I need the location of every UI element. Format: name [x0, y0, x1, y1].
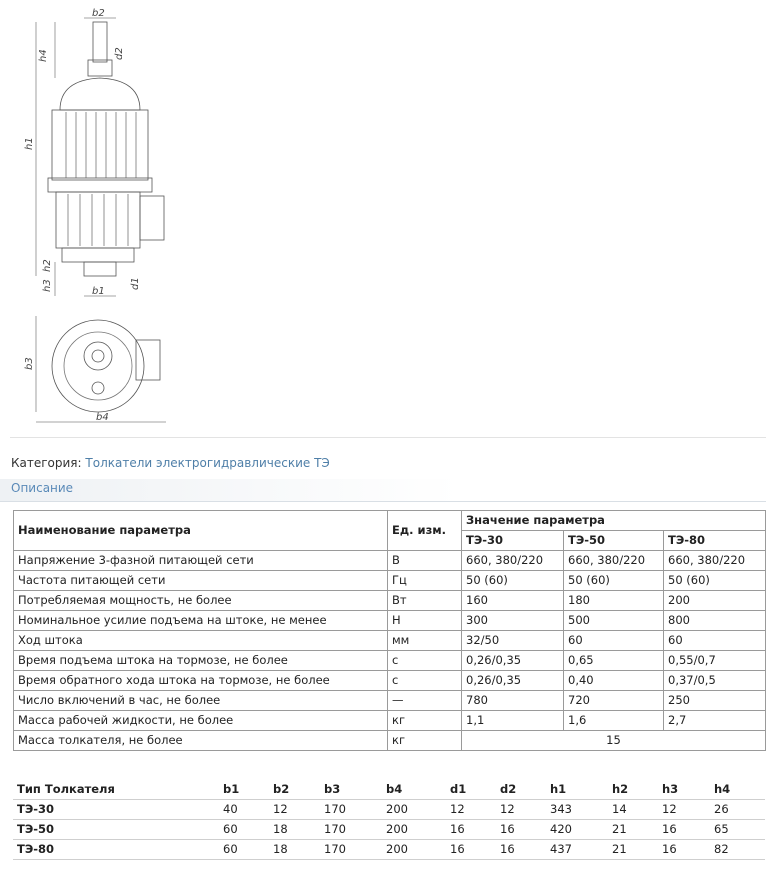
param-value: 160: [462, 591, 564, 611]
dims-type-cell: ТЭ-30: [13, 800, 219, 820]
header-unit: Ед. изм.: [388, 511, 462, 551]
dims-value-cell: 16: [658, 820, 710, 840]
header-model: ТЭ-30: [462, 531, 564, 551]
table-row: [13, 820, 765, 840]
param-value: 0,26/0,35: [462, 671, 564, 691]
header-model: ТЭ-80: [664, 531, 766, 551]
label-b3: b3: [24, 357, 35, 370]
table-row: [14, 671, 766, 691]
divider: [10, 437, 766, 438]
param-value: 0,37/0,5: [664, 671, 766, 691]
param-value: 15: [462, 731, 766, 751]
params-header-row: [14, 511, 766, 531]
dims-header-cell: b4: [382, 780, 446, 800]
param-name: Время обратного хода штока на тормозе, не более: [14, 671, 388, 691]
table-row: [14, 711, 766, 731]
base-lug-shape: [84, 262, 116, 276]
dims-header-cell: d1: [446, 780, 496, 800]
label-h3: h3: [42, 279, 53, 292]
param-unit: Н: [388, 611, 462, 631]
category-line: [11, 456, 330, 470]
dimensions-table: [13, 780, 765, 860]
dims-header-cell: d2: [496, 780, 546, 800]
param-name: Время подъема штока на тормозе, не более: [14, 651, 388, 671]
description-tab[interactable]: [0, 479, 766, 502]
param-value: 60: [564, 631, 664, 651]
dims-value-cell: 18: [269, 840, 320, 860]
param-value: 720: [564, 691, 664, 711]
param-value: 50 (60): [564, 571, 664, 591]
param-value: 660, 380/220: [462, 551, 564, 571]
dims-header-cell: h4: [710, 780, 765, 800]
param-name: Номинальное усилие подъема на штоке, не менее: [14, 611, 388, 631]
dims-value-cell: 12: [658, 800, 710, 820]
bottom-view-body-shape: [52, 320, 144, 412]
dims-value-cell: 437: [546, 840, 608, 860]
dims-value-cell: 170: [320, 820, 382, 840]
label-d2: d2: [114, 47, 125, 60]
table-row: [14, 631, 766, 651]
header-model: ТЭ-50: [564, 531, 664, 551]
param-value: 200: [664, 591, 766, 611]
label-h4: h4: [38, 49, 49, 62]
param-value: 0,55/0,7: [664, 651, 766, 671]
param-value: 660, 380/220: [664, 551, 766, 571]
dims-value-cell: 16: [446, 820, 496, 840]
dims-value-cell: 200: [382, 820, 446, 840]
category-label: Категория:: [11, 456, 82, 470]
dims-value-cell: 12: [446, 800, 496, 820]
dims-value-cell: 26: [710, 800, 765, 820]
param-unit: мм: [388, 631, 462, 651]
table-row: [13, 800, 765, 820]
dims-header-cell: Тип Толкателя: [13, 780, 219, 800]
dims-value-cell: 12: [269, 800, 320, 820]
param-value: 180: [564, 591, 664, 611]
param-unit: Вт: [388, 591, 462, 611]
dims-value-cell: 16: [658, 840, 710, 860]
dims-value-cell: 16: [496, 840, 546, 860]
param-value: 60: [664, 631, 766, 651]
param-value: 660, 380/220: [564, 551, 664, 571]
dims-value-cell: 60: [219, 820, 269, 840]
param-value: 1,6: [564, 711, 664, 731]
dims-value-cell: 60: [219, 840, 269, 860]
param-value: 2,7: [664, 711, 766, 731]
param-unit: В: [388, 551, 462, 571]
label-b2: b2: [92, 8, 105, 19]
label-d1: d1: [130, 277, 141, 290]
param-name: Число включений в час, не более: [14, 691, 388, 711]
param-unit: Гц: [388, 571, 462, 591]
param-unit: с: [388, 651, 462, 671]
cap-shape: [60, 78, 140, 110]
dims-type-cell: ТЭ-50: [13, 820, 219, 840]
dims-value-cell: 200: [382, 800, 446, 820]
param-value: 50 (60): [462, 571, 564, 591]
dims-header-cell: h3: [658, 780, 710, 800]
dims-value-cell: 21: [608, 840, 658, 860]
param-unit: кг: [388, 711, 462, 731]
param-name: Потребляемая мощность, не более: [14, 591, 388, 611]
label-h1: h1: [24, 137, 35, 150]
param-name: Напряжение 3-фазной питающей сети: [14, 551, 388, 571]
dims-value-cell: 82: [710, 840, 765, 860]
table-row: [14, 731, 766, 751]
label-h2: h2: [42, 259, 53, 272]
terminal-box-shape: [140, 196, 164, 240]
table-row: [13, 840, 765, 860]
rod-nut-shape: [88, 60, 112, 76]
param-unit: кг: [388, 731, 462, 751]
table-row: [14, 691, 766, 711]
dims-value-cell: 12: [496, 800, 546, 820]
label-b1: b1: [92, 286, 105, 297]
param-value: 780: [462, 691, 564, 711]
rod-shape: [93, 22, 107, 62]
table-row: [14, 651, 766, 671]
dims-value-cell: 16: [446, 840, 496, 860]
dims-value-cell: 40: [219, 800, 269, 820]
dims-value-cell: 16: [496, 820, 546, 840]
description-tab-label: Описание: [11, 481, 74, 495]
param-value: 500: [564, 611, 664, 631]
parameters-table: [13, 510, 766, 751]
dims-header-cell: b3: [320, 780, 382, 800]
dims-value-cell: 21: [608, 820, 658, 840]
header-value: Значение параметра: [462, 511, 766, 531]
dims-value-cell: 14: [608, 800, 658, 820]
param-unit: с: [388, 671, 462, 691]
category-link[interactable]: Толкатели электрогидравлические ТЭ: [85, 456, 330, 470]
param-name: Частота питающей сети: [14, 571, 388, 591]
param-name: Масса толкателя, не более: [14, 731, 388, 751]
param-value: 32/50: [462, 631, 564, 651]
dims-value-cell: 170: [320, 840, 382, 860]
param-unit: —: [388, 691, 462, 711]
dims-type-cell: ТЭ-80: [13, 840, 219, 860]
param-name: Масса рабочей жидкости, не более: [14, 711, 388, 731]
param-value: 250: [664, 691, 766, 711]
dims-header-cell: h2: [608, 780, 658, 800]
param-value: 0,26/0,35: [462, 651, 564, 671]
table-row: [14, 611, 766, 631]
header-param-name: Наименование параметра: [14, 511, 388, 551]
dims-header-cell: b2: [269, 780, 320, 800]
table-row: [14, 591, 766, 611]
dims-value-cell: 420: [546, 820, 608, 840]
dims-header-cell: b1: [219, 780, 269, 800]
param-value: 1,1: [462, 711, 564, 731]
lower-body-shape: [56, 192, 140, 248]
param-value: 800: [664, 611, 766, 631]
dims-header-cell: h1: [546, 780, 608, 800]
param-value: 50 (60): [664, 571, 766, 591]
dims-value-cell: 18: [269, 820, 320, 840]
table-row: [14, 571, 766, 591]
dims-header-row: [13, 780, 765, 800]
param-name: Ход штока: [14, 631, 388, 651]
param-value: 300: [462, 611, 564, 631]
dims-value-cell: 170: [320, 800, 382, 820]
table-row: [14, 551, 766, 571]
param-value: 0,40: [564, 671, 664, 691]
dims-value-cell: 343: [546, 800, 608, 820]
dims-value-cell: 65: [710, 820, 765, 840]
param-value: 0,65: [564, 651, 664, 671]
dims-value-cell: 200: [382, 840, 446, 860]
label-b4: b4: [96, 412, 109, 423]
